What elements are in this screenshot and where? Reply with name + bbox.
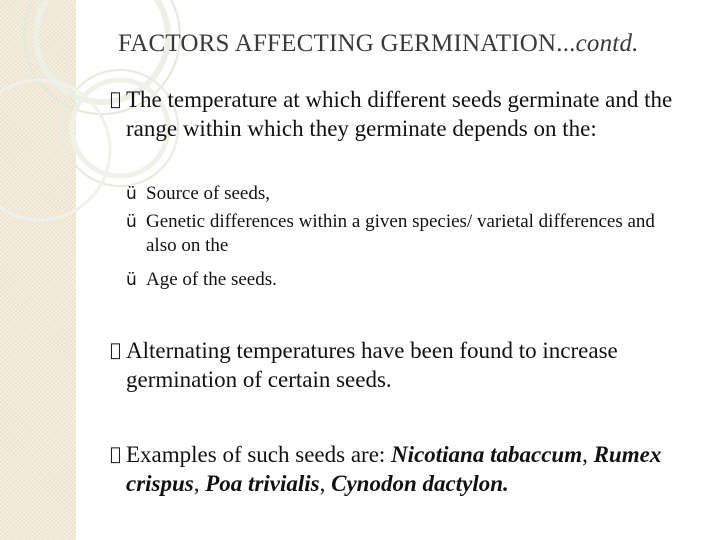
species-name: Cynodon dactylon bbox=[331, 471, 503, 496]
examples-prefix: Examples of such seeds are: bbox=[126, 442, 392, 467]
slide-title bbox=[118, 30, 708, 58]
subpoint-age bbox=[126, 268, 686, 292]
species-name: Nicotiana tabaccum bbox=[391, 442, 583, 467]
subpoint-text: Source of seeds, bbox=[146, 183, 270, 204]
species-separator: , bbox=[582, 442, 594, 467]
check-icon: ü bbox=[126, 212, 137, 232]
species-name: Rumex crispus bbox=[126, 442, 662, 496]
slide-title-main: FACTORS AFFECTING GERMINATION... bbox=[118, 30, 576, 57]
subpoint-text: Genetic differences within a given species/ varietal differences and also on the bbox=[146, 211, 655, 256]
bullet-text: Alternating temperatures have been found to increase germination of certain seeds. bbox=[126, 338, 618, 392]
check-icon: ü bbox=[126, 184, 137, 204]
bullet-marker-icon:   bbox=[110, 89, 121, 110]
slide-title-suffix: contd. bbox=[575, 30, 639, 57]
species-separator: , bbox=[193, 471, 206, 496]
bullet-examples bbox=[110, 440, 700, 498]
species-name: Poa trivialis bbox=[205, 471, 320, 496]
bullet-text: The temperature at which different seeds germinate and the range within which they germinate depends on the: bbox=[126, 87, 673, 141]
bullet-temperature bbox=[110, 85, 700, 143]
subpoint-text: Age of the seeds. bbox=[146, 269, 277, 290]
bullet-marker-icon:   bbox=[110, 444, 121, 465]
subpoint-source bbox=[126, 182, 686, 206]
bullet-text bbox=[110, 440, 700, 498]
check-icon: ü bbox=[126, 270, 137, 290]
species-separator: , bbox=[319, 471, 332, 496]
bullet-alternating bbox=[110, 336, 700, 394]
species-end: . bbox=[503, 471, 509, 496]
bullet-marker-icon:   bbox=[110, 340, 121, 361]
subpoint-genetic bbox=[126, 210, 686, 258]
